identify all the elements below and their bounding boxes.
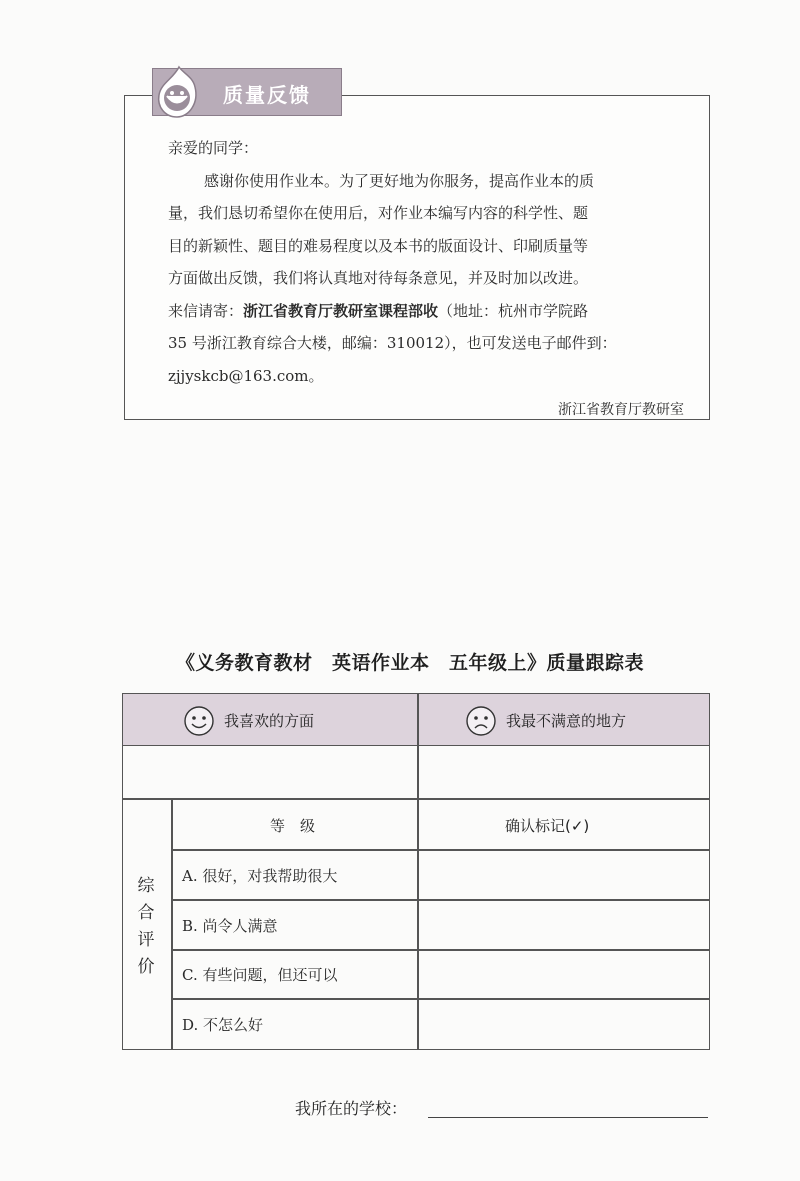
row-divider [171, 899, 710, 901]
feedback-letter [168, 132, 688, 427]
grade-option-c: C. 有些问题，但还可以 [182, 966, 338, 984]
column-divider [171, 798, 173, 1050]
tracking-title: 《义务教育教材 英语作业本 五年级上》质量跟踪表 [175, 652, 644, 674]
confirm-mark-b[interactable] [421, 902, 707, 947]
mail-recipient: 浙江省教育厅教研室课程部收 [243, 301, 439, 320]
mail-prefix: 来信请寄： [168, 301, 244, 320]
letter-line: 方面做出反馈，我们将认真地对待每条意见，并及时加以改进。 [168, 269, 589, 287]
grade-option-b: B. 尚令人满意 [182, 917, 278, 935]
feedback-tab [152, 68, 342, 116]
evaluation-label-char: 评 [137, 930, 155, 950]
column-divider [417, 693, 419, 1050]
dislike-header: 我最不满意的地方 [506, 712, 627, 730]
mail-address: （地址：杭州市学院路 [438, 301, 589, 320]
grade-header: 等 级 [270, 817, 316, 835]
evaluation-label-char: 综 [137, 876, 155, 896]
like-header: 我喜欢的方面 [224, 712, 315, 730]
confirm-header: 确认标记(✓) [505, 817, 590, 835]
letter-line: 目的新颖性、题目的难易程度以及本书的版面设计、印刷质量等 [168, 236, 589, 255]
greeting: 亲爱的同学： [168, 139, 259, 157]
dislike-answer-cell[interactable] [421, 748, 707, 796]
smiley-face-icon [183, 705, 215, 737]
evaluation-label [134, 873, 158, 981]
confirm-mark-d[interactable] [421, 1001, 707, 1047]
confirm-mark-a[interactable] [421, 852, 707, 897]
grade-option-d: D. 不怎么好 [182, 1016, 264, 1034]
row-divider [171, 998, 710, 1000]
signature: 浙江省教育厅教研室 [558, 402, 684, 418]
row-divider [171, 949, 710, 951]
grade-option-a: A. 很好，对我帮助很大 [182, 867, 338, 885]
letter-line: 量，我们恳切希望你在使用后，对作业本编写内容的科学性、题 [168, 204, 589, 222]
school-label: 我所在的学校： [295, 1099, 408, 1118]
evaluation-label-char: 合 [137, 903, 155, 923]
like-answer-cell[interactable] [126, 748, 414, 796]
smiley-mascot-icon [149, 63, 209, 123]
frowning-face-icon [465, 705, 497, 737]
address-line: 35 号浙江教育综合大楼，邮编：310012），也可发送电子邮件到： [168, 334, 617, 352]
school-input-line[interactable] [428, 1117, 708, 1118]
confirm-mark-c[interactable] [421, 952, 707, 996]
email-link[interactable]: zjjyskcb@163.com。 [168, 366, 324, 385]
letter-line: 感谢你使用作业本。为了更好地为你服务，提高作业本的质 [204, 171, 595, 190]
evaluation-label-char: 价 [137, 957, 155, 977]
mail-line [168, 295, 688, 328]
feedback-title: 质量反馈 [223, 83, 311, 107]
row-divider [171, 849, 710, 851]
row-divider [122, 798, 710, 800]
